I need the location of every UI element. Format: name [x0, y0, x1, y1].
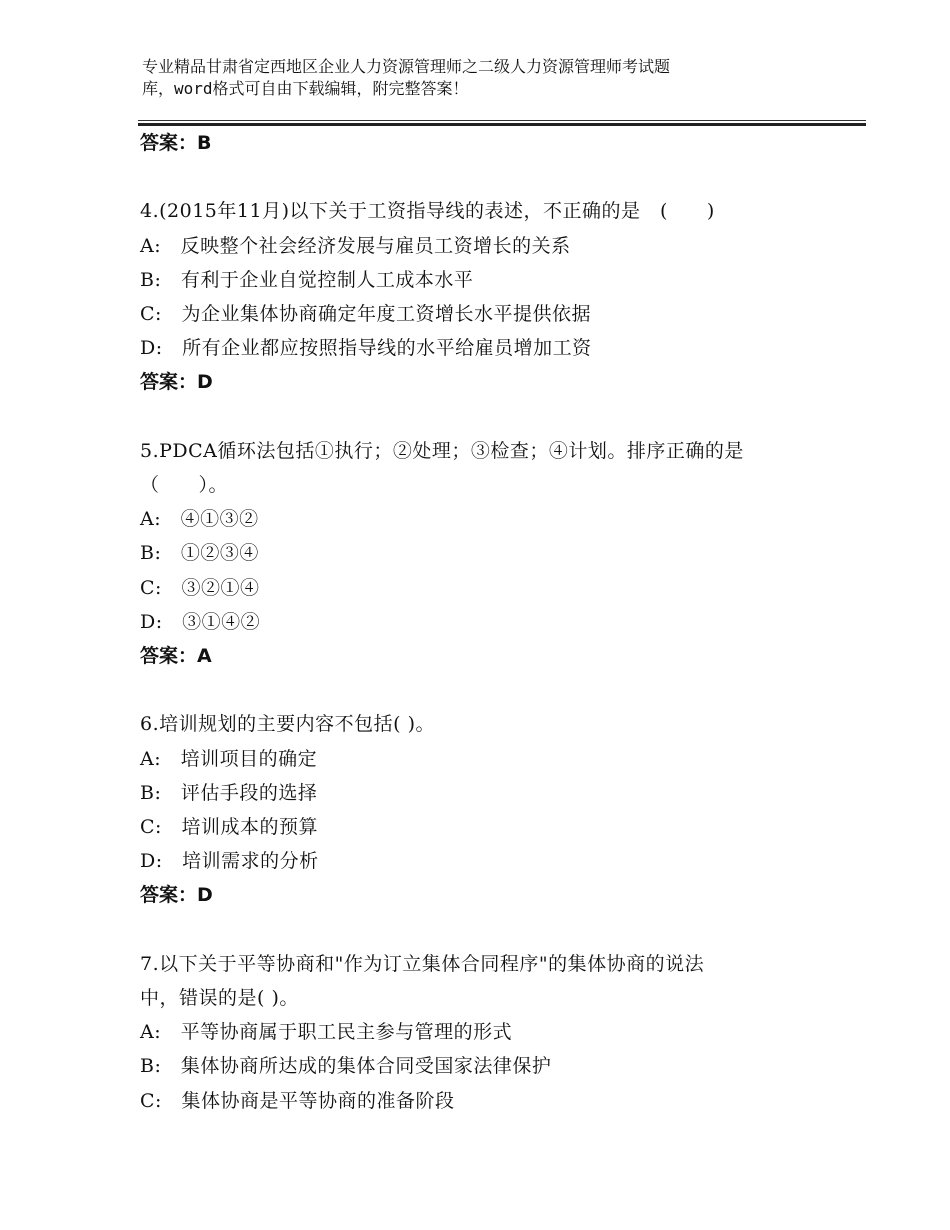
option-c: C: 培训成本的预算: [140, 816, 318, 839]
option-a: A: 反映整个社会经济发展与雇员工资增长的关系: [140, 234, 571, 257]
option-b: B: 评估手段的选择: [140, 781, 318, 804]
option-b: B: 有利于企业自觉控制人工成本水平: [140, 268, 474, 291]
option-b: B: ①②③④: [140, 542, 259, 565]
answer: 答案：D: [140, 371, 213, 394]
spacer: [140, 160, 820, 194]
option-c: C: 集体协商是平等协商的准备阶段: [140, 1089, 455, 1112]
question-text-continued: 中，错误的是( )。: [140, 987, 299, 1010]
question-text: 6.培训规划的主要内容不包括( )。: [140, 713, 435, 736]
option-c: C: ③②①④: [140, 576, 260, 599]
question-block: [140, 947, 820, 1118]
answer: 答案：D: [140, 884, 213, 907]
previous-answer: 答案：B: [140, 132, 212, 154]
option-d: D: 所有企业都应按照指导线的水平给雇员增加工资: [140, 337, 592, 360]
spacer: [140, 673, 820, 707]
header-line-2: 库，word格式可自由下载编辑，附完整答案！: [142, 79, 469, 98]
question-text: 5.PDCA循环法包括①执行；②处理；③检查；④计划。排序正确的是: [140, 439, 744, 462]
question-text-continued: （ ）。: [140, 474, 229, 496]
option-d: D: ③①④②: [140, 610, 261, 633]
document-body: [140, 126, 820, 1118]
option-a: A: 平等协商属于职工民主参与管理的形式: [140, 1021, 513, 1044]
question-text: 4.(2015年11月)以下关于工资指导线的表述，不正确的是 ( ): [140, 200, 715, 223]
option-a: A: ④①③②: [140, 508, 259, 531]
spacer: [140, 400, 820, 434]
document-header: [142, 56, 862, 100]
spacer: [140, 913, 820, 947]
question-block: [140, 434, 820, 673]
option-c: C: 为企业集体协商确定年度工资增长水平提供依据: [140, 303, 591, 325]
question-text: 7.以下关于平等协商和"作为订立集体合同程序"的集体协商的说法: [140, 952, 705, 975]
option-d: D: 培训需求的分析: [140, 850, 319, 873]
option-a: A: 培训项目的确定: [140, 747, 318, 770]
header-divider-thin: [138, 120, 866, 121]
question-block: [140, 707, 820, 912]
header-line-1: 专业精品甘肃省定西地区企业人力资源管理师之二级人力资源管理师考试题: [142, 57, 671, 76]
option-b: B: 集体协商所达成的集体合同受国家法律保护: [140, 1055, 552, 1078]
answer: 答案：A: [140, 645, 212, 668]
question-block: [140, 194, 820, 399]
